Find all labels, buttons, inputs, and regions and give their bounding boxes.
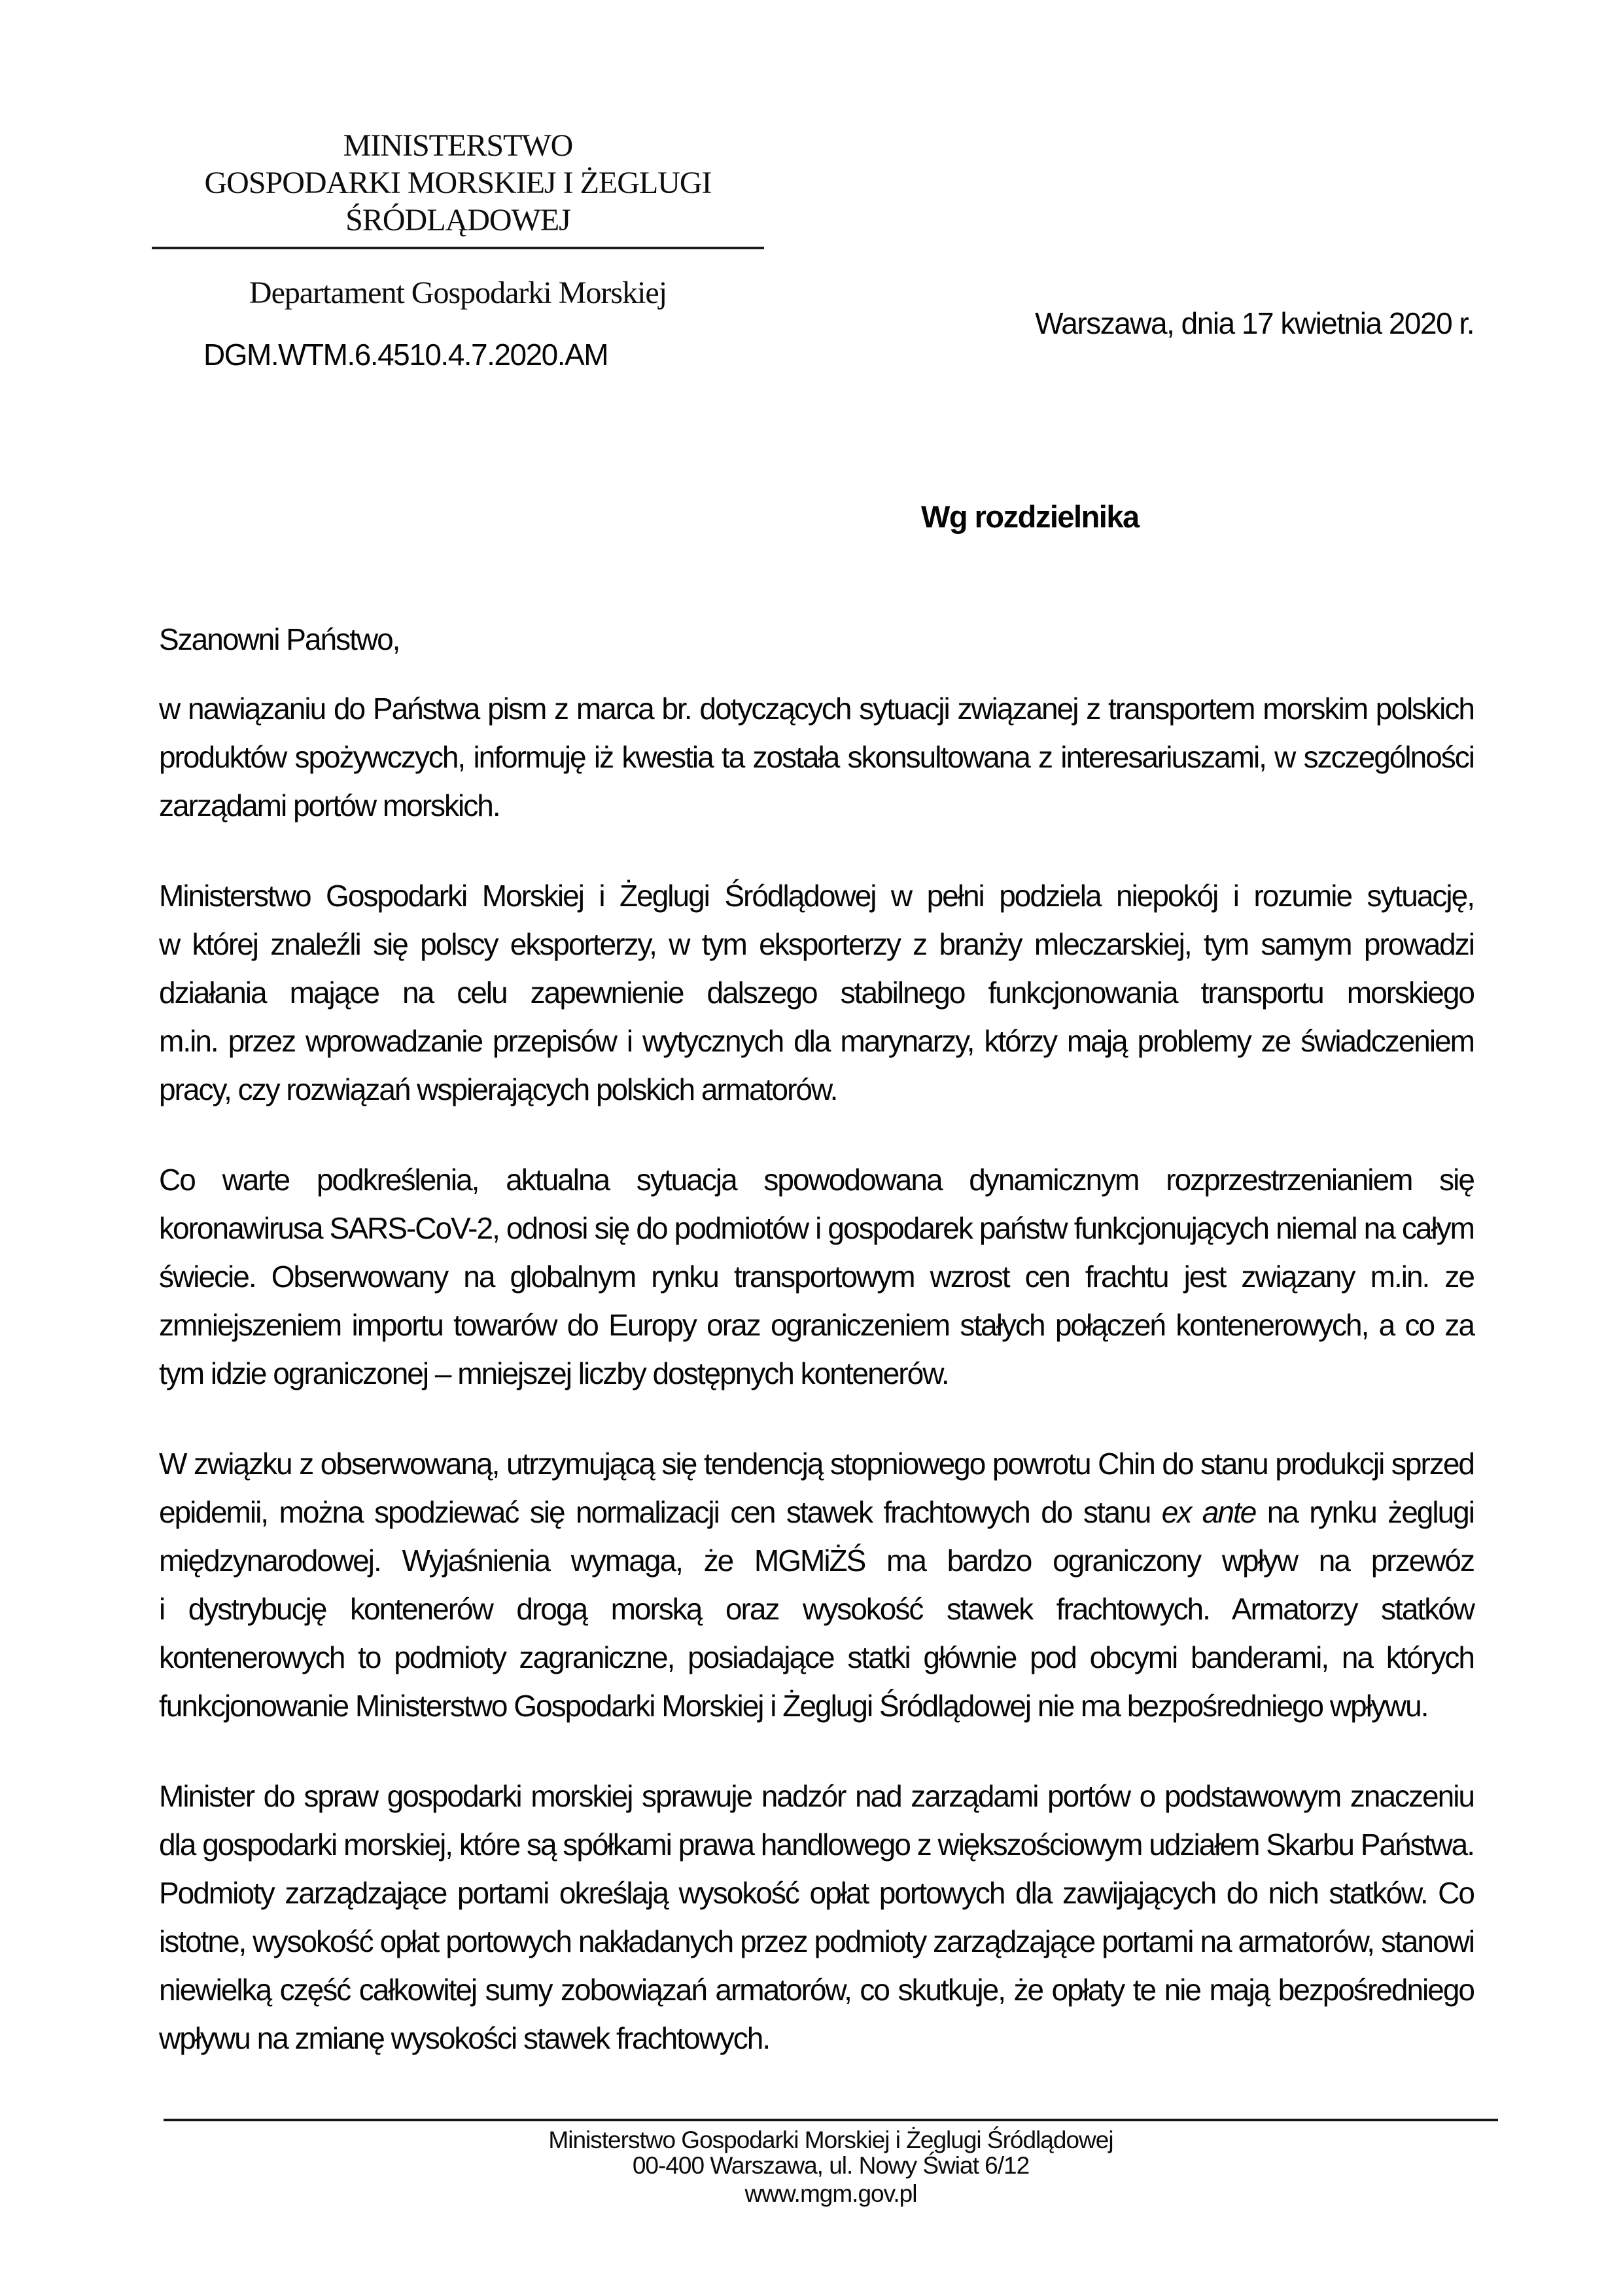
body-line: funkcjonowanie Ministerstwo Gospodarki Morskiej i Żeglugi Śródlądowej nie ma bezpośredniego wpływu.	[159, 1689, 1428, 1723]
body-line: wpływu na zmianę wysokości stawek frachtowych.	[159, 2021, 770, 2055]
body-line: tym idzie ograniczonej – mniejszej liczby dostępnych kontenerów.	[159, 1356, 949, 1390]
reference-number: DGM.WTM.6.4510.4.7.2020.AM	[203, 338, 608, 372]
place-and-date: Warszawa, dnia 17 kwietnia 2020 r.	[1035, 306, 1474, 340]
page-footer	[164, 2119, 1498, 2206]
body-line: Podmioty zarządzające portami określają wysokość opłat portowych dla zawijających do nich statków. Co	[159, 1876, 1474, 1910]
body-line: międzynarodowej. Wyjaśnienia wymaga, że MGMiŻŚ ma bardzo ograniczony wpływ na przewóz	[159, 1544, 1474, 1578]
footer-website: www.mgm.gov.pl	[744, 2180, 917, 2207]
paragraph	[159, 1772, 1474, 2062]
ministry-name-line-1: MINISTERSTWO	[343, 128, 573, 163]
body-line: produktów spożywczych, informuję iż kwestia ta została skonsultowana z interesariuszami, w szczególności	[159, 740, 1474, 774]
paragraph	[159, 684, 1474, 830]
footer-ministry-line: Ministerstwo Gospodarki Morskiej i Żeglugi Śródlądowej	[548, 2127, 1113, 2153]
paragraphs-container	[159, 684, 1474, 2062]
body-line: działania mające na celu zapewnienie dalszego stabilnego funkcjonowania transportu morskiego	[159, 976, 1474, 1010]
body-line: niewielką część całkowitej sumy zobowiązań armatorów, co skutkuje, że opłaty te nie mają bezpośredniego	[159, 1973, 1474, 2007]
body-line: świecie. Obserwowany na globalnym rynku transportowym wzrost cen frachtu jest związany m.in. ze	[159, 1260, 1474, 1294]
body-line: m.in. przez wprowadzanie przepisów i wytycznych dla marynarzy, którzy mają problemy ze świadczeniem	[159, 1024, 1474, 1058]
body-line: zarządami portów morskich.	[159, 788, 500, 822]
body-line: Ministerstwo Gospodarki Morskiej i Żeglugi Śródlądowej w pełni podziela niepokój i rozumie sytuację,	[159, 879, 1474, 913]
paragraph	[159, 1439, 1474, 1730]
letter-body	[159, 615, 1474, 2062]
body-line: W związku z obserwowaną, utrzymującą się tendencją stopniowego powrotu Chin do stanu produkcji sprzed	[159, 1447, 1474, 1481]
body-line: Co warte podkreślenia, aktualna sytuacja spowodowana dynamicznym rozprzestrzenianiem się	[159, 1163, 1474, 1197]
body-line: i dystrybucję kontenerów drogą morską oraz wysokość stawek frachtowych. Armatorzy statków	[159, 1592, 1474, 1626]
body-line: w nawiązaniu do Państwa pism z marca br. dotyczących sytuacji związanej z transportem morskim polskich	[159, 692, 1474, 726]
body-line: istotne, wysokość opłat portowych nakładanych przez podmioty zarządzające portami na armatorów, stanowi	[159, 1924, 1474, 1958]
ministry-name-line-2: GOSPODARKI MORSKIEJ I ŻEGLUGI	[204, 166, 712, 200]
body-line: epidemii, można spodziewać się normalizacji cen stawek frachtowych do stanu ex ante na rynku żeglugi	[159, 1495, 1474, 1529]
paragraph	[159, 872, 1474, 1114]
body-line: koronawirusa SARS-CoV-2, odnosi się do podmiotów i gospodarek państw funkcjonujących niemal na całym	[159, 1211, 1474, 1245]
body-line: kontenerowych to podmioty zagraniczne, posiadające statki głównie pod obcymi banderami, na których	[159, 1640, 1474, 1674]
body-line: pracy, czy rozwiązań wspierających polskich armatorów.	[159, 1072, 837, 1106]
body-line: dla gospodarki morskiej, które są spółkami prawa handlowego z większościowym udziałem Skarbu Państwa.	[159, 1828, 1474, 1862]
body-line: zmniejszeniem importu towarów do Europy oraz ograniczeniem stałych połączeń kontenerowych, a co za	[159, 1308, 1474, 1342]
footer-address-line: 00-400 Warszawa, ul. Nowy Świat 6/12	[632, 2152, 1030, 2179]
department-name: Departament Gospodarki Morskiej	[249, 275, 667, 310]
ministry-name	[152, 127, 764, 239]
salutation: Szanowni Państwo,	[159, 622, 400, 656]
body-line: Minister do spraw gospodarki morskiej sprawuje nadzór nad zarządami portów o podstawowym znaczeniu	[159, 1779, 1474, 1813]
ministry-name-line-3: ŚRÓDLĄDOWEJ	[345, 203, 570, 238]
letterhead-divider	[152, 247, 764, 249]
addressee-line: Wg rozdzielnika	[921, 499, 1139, 534]
body-line: w której znaleźli się polscy eksporterzy, w tym eksporterzy z branży mleczarskiej, tym samym prowadzi	[159, 927, 1474, 961]
paragraph	[159, 1156, 1474, 1398]
